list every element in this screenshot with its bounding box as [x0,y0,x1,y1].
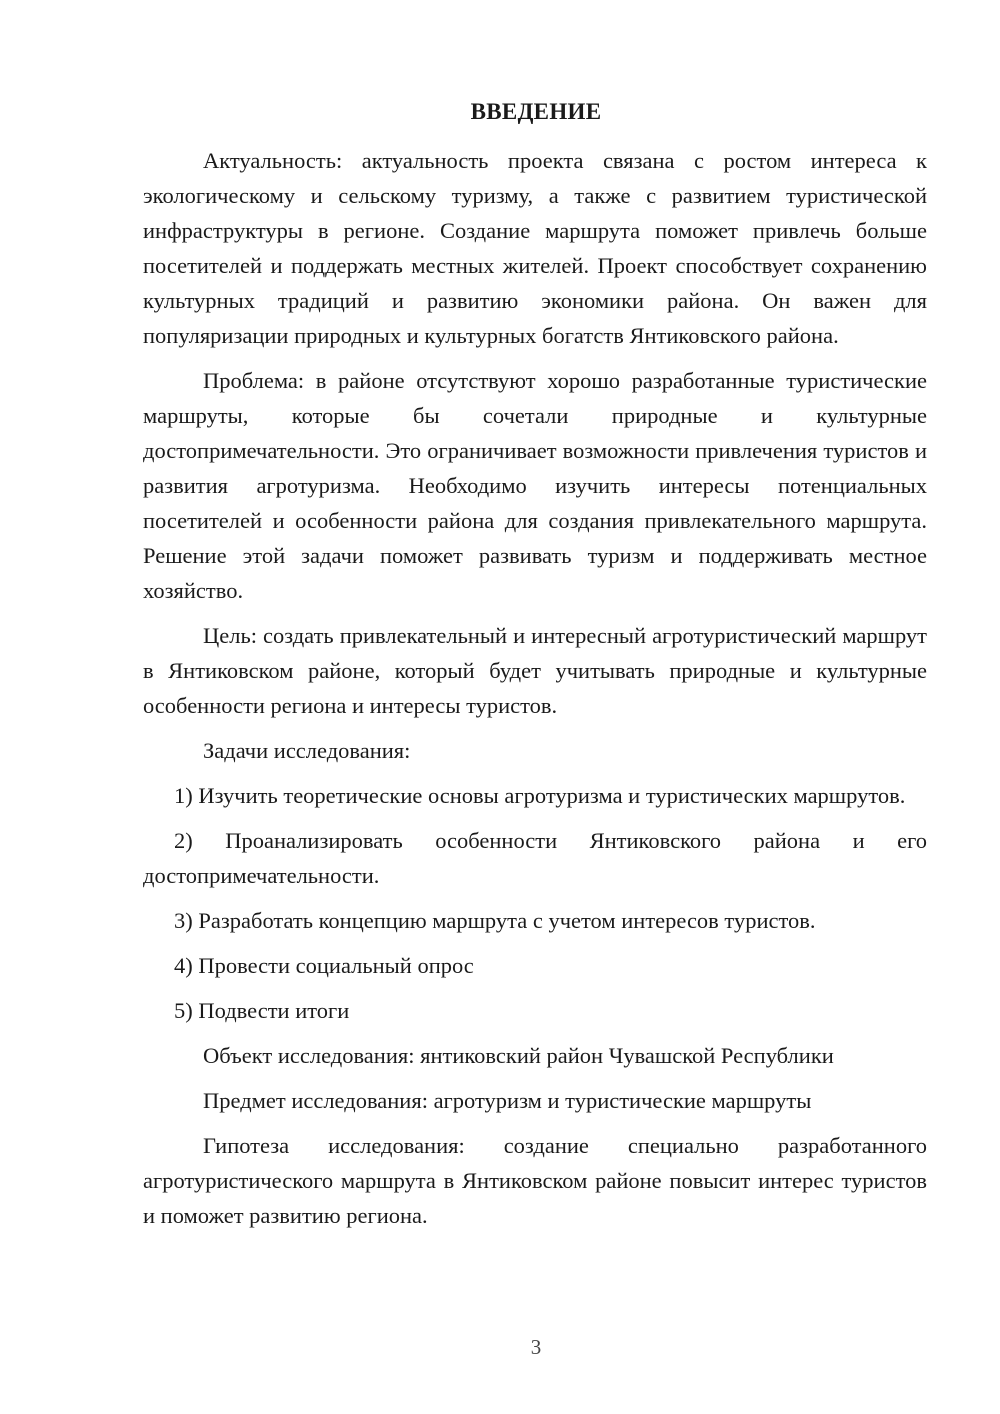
document-body [143,143,927,1233]
page-number: 3 [530,1335,542,1359]
paragraph-object: Объект исследования: янтиковский район Чувашской Республики [203,1043,834,1068]
paragraph-problem: Проблема: в районе отсутствуют хорошо разработанные туристические маршруты, которые бы сочетали природные и культурные достопримечательности. Это ограничивает возможности привлечения туристов и развития агротуризма. Необходимо изучить интересы потенциальных посетителей и особенности района для создания привлекательного маршрута. Решение этой задачи поможет развивать туризм и поддерживать местное хозяйство. [143,368,927,603]
task-item-4: 4) Провести социальный опрос [174,953,474,978]
paragraph-goal: Цель: создать привлекательный и интересный агротуристический маршрут в Янтиковском районе, который будет учитывать природные и культурные особенности региона и интересы туристов. [143,623,927,718]
paragraph-hypothesis: Гипотеза исследования: создание специально разработанного агротуристического маршрута в Янтиковском районе повысит интерес туристов и поможет развитию региона. [143,1133,927,1228]
task-item-2: 2) Проанализировать особенности Янтиковского района и его достопримечательности. [143,828,927,888]
task-item-1: 1) Изучить теоретические основы агротуризма и туристических маршрутов. [174,783,906,808]
task-item-3: 3) Разработать концепцию маршрута с учетом интересов туристов. [174,908,816,933]
tasks-heading: Задачи исследования: [203,738,411,763]
paragraph-subject: Предмет исследования: агротуризм и туристические маршруты [203,1088,812,1113]
paragraph-relevance: Актуальность: актуальность проекта связана с ростом интереса к экологическому и сельскому туризму, а также с развитием туристической инфраструктуры в регионе. Создание маршрута поможет привлечь больше посетителей и поддержать местных жителей. Проект способствует сохранению культурных традиций и развитию экономики района. Он важен для популяризации природных и культурных богатств Янтиковского района. [143,148,927,348]
document-title: ВВЕДЕНИЕ [470,99,602,124]
task-item-5: 5) Подвести итоги [174,998,350,1023]
